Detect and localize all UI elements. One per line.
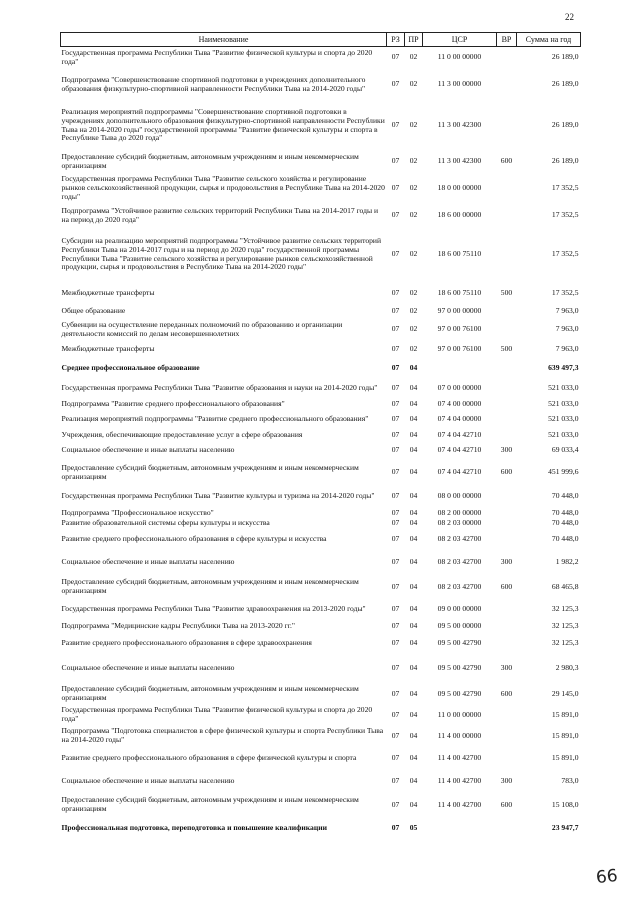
row-vr-cell [497,508,517,519]
row-sum-cell: 7 963,0 [555,306,579,316]
row-sum-cell: 15 891,0 [551,752,579,762]
row-rz-cell: 07 [391,306,400,316]
row-sum-cell: 521 033,0 [548,383,579,393]
row-sum-cell: 639 497,3 [548,363,579,373]
row-csr-cell: 97 0 00 76100 [437,324,482,334]
row-rz-cell: 07 [391,688,400,698]
row-csr-cell: 18 0 00 00000 [437,183,482,193]
row-sum-cell: 521 033,0 [548,398,579,408]
row-vr-cell [497,705,517,725]
row-rz-cell: 07 [391,507,400,517]
table-row [61,549,581,575]
row-name-cell: Предоставление субсидий бюджетным, автономным учреждениям и иным некоммерческим организациям [61,151,359,170]
row-pr-cell: 04 [409,637,418,647]
row-name-cell: Развитие среднего профессионального образования в сфере физической культуры и спорта [61,752,357,762]
row-vr-cell [497,529,517,549]
table-row [61,683,581,705]
row-rz-cell: 07 [391,344,400,354]
table-row [61,283,581,305]
row-sum-cell: 70 448,0 [551,533,579,543]
col-header-vr: ВР [497,33,517,47]
row-csr-cell: 09 5 00 00000 [437,620,482,630]
row-vr-cell: 500 [500,288,513,298]
row-name-cell: Государственная программа Республики Тыва "Развитие физической культуры и спорта до 2020 года" [61,705,373,723]
row-vr-cell [497,430,517,442]
row-sum-cell: 451 999,6 [548,467,579,477]
row-vr-cell [497,817,517,839]
row-vr-cell [497,599,517,619]
row-name-cell: Социальное обеспечение и иные выплаты населению [61,775,235,785]
row-csr-cell: 07 4 04 42710 [437,430,482,440]
row-rz-cell: 07 [391,52,400,62]
row-sum-cell: 32 125,3 [551,620,579,630]
row-rz-cell: 07 [391,210,400,220]
row-pr-cell: 04 [409,709,418,719]
row-pr-cell: 04 [409,383,418,393]
row-name-cell: Межбюджетные трансферты [61,288,155,298]
row-csr-cell: 09 5 00 42790 [437,637,482,647]
row-rz-cell: 07 [391,183,400,193]
row-vr-cell: 600 [500,799,513,809]
table-row [61,769,581,793]
row-sum-cell: 32 125,3 [551,603,579,613]
row-csr-cell: 11 3 00 42300 [437,156,482,166]
row-csr-cell [423,359,497,379]
row-name-cell: Предоставление субсидий бюджетным, автономным учреждениям и иным некоммерческим организациям [61,684,359,702]
row-sum-cell: 23 947,7 [551,822,579,832]
row-name-cell: Социальное обеспечение и иные выплаты населению [61,662,235,672]
row-rz-cell: 07 [391,156,400,166]
row-rz-cell: 07 [391,467,400,477]
row-name-cell: Учреждения, обеспечивающие предоставление услуг в сфере образования [61,430,303,440]
row-name-cell: Предоставление субсидий бюджетным, автономным учреждениям и иным некоммерческим организациям [61,577,359,595]
row-pr-cell: 04 [409,491,418,501]
row-pr-cell: 02 [409,306,418,316]
row-sum-cell: 17 352,5 [551,210,579,220]
table-row [61,47,581,69]
row-vr-cell [497,69,517,101]
row-sum-cell: 70 448,0 [551,491,579,501]
row-pr-cell: 02 [409,120,418,130]
row-csr-cell: 97 0 00 00000 [437,306,482,316]
row-pr-cell: 04 [409,688,418,698]
row-vr-cell: 600 [500,467,513,477]
row-csr-cell: 09 5 00 42790 [437,688,482,698]
row-name-cell: Развитие среднего профессионального образования в сфере здравоохранения [61,637,312,647]
row-pr-cell: 02 [409,288,418,298]
row-csr-cell: 18 6 00 75110 [437,249,482,259]
row-vr-cell: 600 [500,581,513,591]
table-row [61,793,581,817]
col-header-pr: ПР [405,33,423,47]
row-rz-cell: 07 [391,383,400,393]
row-pr-cell: 04 [409,730,418,740]
row-vr-cell: 300 [500,775,513,785]
row-sum-cell: 783,0 [561,775,579,785]
row-vr-cell: 500 [500,344,513,354]
row-sum-cell: 2 980,3 [555,662,579,672]
table-row [61,410,581,430]
row-pr-cell: 04 [409,603,418,613]
row-pr-cell: 02 [409,344,418,354]
table-row [61,817,581,839]
row-vr-cell [497,359,517,379]
row-pr-cell: 02 [409,249,418,259]
table-row [61,399,581,410]
row-csr-cell [423,817,497,839]
row-rz-cell: 07 [391,556,400,566]
handwritten-page-number: 66 [595,865,619,889]
table-row [61,518,581,529]
row-pr-cell: 04 [409,799,418,809]
table-row [61,205,581,227]
table-row [61,69,581,101]
row-rz-cell: 07 [391,533,400,543]
row-name-cell: Подпрограмма "Подготовка специалистов в сфере физической культуры и спорта Республики Тыва на 2014-2020 годы" [61,726,384,744]
row-vr-cell [497,633,517,653]
row-sum-cell: 26 189,0 [551,120,579,130]
row-pr-cell: 04 [409,775,418,785]
table-row [61,619,581,633]
row-csr-cell: 07 4 04 42710 [437,445,482,455]
table-row [61,305,581,319]
table-row [61,725,581,747]
row-csr-cell: 11 3 00 42300 [437,120,482,130]
row-vr-cell [497,305,517,319]
row-sum-cell: 70 448,0 [551,507,579,517]
row-rz-cell: 07 [391,730,400,740]
row-name-cell: Предоставление субсидий бюджетным, автономным учреждениям и иным некоммерческим организациям [61,795,359,813]
row-sum-cell: 17 352,5 [551,249,579,259]
row-sum-cell: 15 891,0 [551,709,579,719]
row-rz-cell: 07 [391,581,400,591]
row-rz-cell: 07 [391,120,400,130]
row-sum-cell: 70 448,0 [551,518,579,528]
row-vr-cell: 300 [500,445,513,455]
row-name-cell: Реализация мероприятий подпрограммы "Развитие среднего профессионального образования" [61,414,369,424]
row-name-cell: Среднее профессиональное образование [61,363,200,373]
row-csr-cell: 07 4 04 42710 [437,467,482,477]
row-pr-cell: 04 [409,507,418,517]
row-sum-cell: 26 189,0 [551,156,579,166]
row-name-cell: Государственная программа Республики Тыва "Развитие образования и науки на 2014-2020 годы" [61,383,378,393]
table-row [61,173,581,205]
row-csr-cell: 11 4 00 42700 [437,799,482,809]
row-name-cell: Общее образование [61,306,126,316]
row-sum-cell: 7 963,0 [555,344,579,354]
row-name-cell: Подпрограмма "Совершенствование спортивной подготовки в учреждениях дополнительного образования физкультурно-спортивной направленности Республики Тыва на 2014-2020 годы" [61,74,366,93]
row-vr-cell [497,725,517,747]
row-vr-cell [497,619,517,633]
row-csr-cell: 11 4 00 42700 [437,775,482,785]
table-row [61,460,581,486]
row-vr-cell: 300 [500,556,513,566]
col-header-csr: ЦСР [423,33,497,47]
row-name-cell: Подпрограмма "Профессиональное искусство" [61,507,214,517]
row-pr-cell: 05 [409,822,418,832]
row-sum-cell: 521 033,0 [548,430,579,440]
table-row [61,705,581,725]
row-pr-cell: 04 [409,430,418,440]
row-name-cell: Подпрограмма "Развитие среднего профессионального образования" [61,398,285,408]
row-name-cell: Профессиональная подготовка, переподготовка и повышение квалификации [61,822,327,832]
row-rz-cell: 07 [391,445,400,455]
row-name-cell: Предоставление субсидий бюджетным, автономным учреждениям и иным некоммерческим организациям [61,462,359,481]
row-rz-cell: 07 [391,775,400,785]
row-rz-cell: 07 [391,249,400,259]
table-row [61,486,581,508]
row-vr-cell [497,205,517,227]
col-header-sum: Сумма на год [517,33,581,47]
row-vr-cell: 600 [500,688,513,698]
table-row [61,151,581,173]
row-rz-cell: 07 [391,603,400,613]
row-csr-cell: 08 2 03 42700 [437,581,482,591]
table-row [61,599,581,619]
row-pr-cell: 04 [409,398,418,408]
row-sum-cell: 1 982,2 [555,556,579,566]
row-name-cell: Развитие образовательной системы сферы культуры и искусства [61,518,270,528]
row-csr-cell: 11 0 00 00000 [437,709,482,719]
table-row [61,227,581,283]
row-csr-cell: 08 2 03 42700 [437,556,482,566]
row-sum-cell: 17 352,5 [551,183,579,193]
row-rz-cell: 07 [391,518,400,528]
row-rz-cell: 07 [391,79,400,89]
row-sum-cell: 26 189,0 [551,52,579,62]
budget-table [60,32,581,839]
row-sum-cell: 26 189,0 [551,79,579,89]
row-sum-cell: 7 963,0 [555,324,579,334]
table-row [61,508,581,519]
row-vr-cell [497,227,517,283]
row-vr-cell: 300 [500,662,513,672]
row-name-cell: Государственная программа Республики Тыва "Развитие сельского хозяйства и регулирование рынков сельскохозяйственной продукции, сырья и продовольствия в Республике Тыва на 2014-2020 годы" [61,174,385,201]
row-pr-cell: 04 [409,467,418,477]
row-csr-cell: 07 0 00 00000 [437,383,482,393]
row-vr-cell [497,319,517,341]
row-sum-cell: 15 891,0 [551,730,579,740]
row-vr-cell [497,486,517,508]
row-sum-cell: 17 352,5 [551,288,579,298]
row-sum-cell: 68 465,8 [551,581,579,591]
table-row [61,319,581,341]
table-row [61,653,581,683]
table-row [61,379,581,399]
row-csr-cell: 18 6 00 75110 [437,288,482,298]
row-name-cell: Субсидии на реализацию мероприятий подпрограммы "Устойчивое развитие сельских территорий Республики Тыва на 2014-2017 годы и на период до 2020 года" государственной программы Республики Тыва "Развитие сельского хозяйства и регулирование рынков сельскохозяйственной продукции, сырья и продовольствия в Республике Тыва на 2014-2020 годы" [61,236,382,272]
row-rz-cell: 07 [391,363,400,373]
row-vr-cell [497,379,517,399]
row-rz-cell: 07 [391,822,400,832]
row-csr-cell: 11 3 00 00000 [437,79,482,89]
row-vr-cell: 600 [500,156,513,166]
row-csr-cell: 08 2 00 00000 [437,507,482,517]
row-name-cell: Государственная программа Республики Тыва "Развитие здравоохранения на 2013-2020 годы" [61,603,366,613]
row-rz-cell: 07 [391,324,400,334]
row-rz-cell: 07 [391,799,400,809]
row-pr-cell: 02 [409,183,418,193]
row-name-cell: Подпрограмма "Устойчивое развитие сельских территорий Республики Тыва на 2014-2017 годы и на период до 2020 года" [61,205,379,224]
row-name-cell: Межбюджетные трансферты [61,344,155,354]
row-csr-cell: 11 4 00 42700 [437,752,482,762]
row-csr-cell: 08 2 03 42700 [437,533,482,543]
row-sum-cell: 29 145,0 [551,688,579,698]
table-row [61,101,581,151]
row-pr-cell: 04 [409,620,418,630]
row-name-cell: Развитие среднего профессионального образования в сфере культуры и искусства [61,533,327,543]
row-sum-cell: 521 033,0 [548,414,579,424]
row-vr-cell [497,747,517,769]
row-pr-cell: 02 [409,79,418,89]
row-csr-cell: 11 4 00 00000 [437,730,482,740]
row-pr-cell: 02 [409,210,418,220]
table-row [61,575,581,599]
row-pr-cell: 04 [409,581,418,591]
row-rz-cell: 07 [391,414,400,424]
row-pr-cell: 02 [409,52,418,62]
row-name-cell: Субвенции на осуществление переданных полномочий по образованию и организации деятельности комиссий по делам несовершеннолетних [61,319,343,338]
row-name-cell: Подпрограмма "Медицинские кадры Республики Тыва на 2013-2020 гг." [61,620,295,630]
row-rz-cell: 07 [391,430,400,440]
row-pr-cell: 04 [409,662,418,672]
row-csr-cell: 07 4 04 00000 [437,414,482,424]
table-row [61,430,581,442]
row-vr-cell [497,399,517,410]
row-rz-cell: 07 [391,491,400,501]
row-vr-cell [497,47,517,69]
row-csr-cell: 97 0 00 76100 [437,344,482,354]
row-rz-cell: 07 [391,662,400,672]
row-vr-cell [497,173,517,205]
row-sum-cell: 69 033,4 [551,445,579,455]
row-pr-cell: 04 [409,363,418,373]
table-body [61,47,581,839]
page-number: 22 [565,12,574,22]
row-pr-cell: 04 [409,414,418,424]
row-rz-cell: 07 [391,709,400,719]
row-name-cell: Социальное обеспечение и иные выплаты населению [61,445,235,455]
row-csr-cell: 08 2 03 00000 [437,518,482,528]
row-name-cell: Государственная программа Республики Тыва "Развитие культуры и туризма на 2014-2020 годы" [61,491,375,501]
table-row [61,529,581,549]
table-row [61,747,581,769]
table-row [61,442,581,460]
row-pr-cell: 04 [409,752,418,762]
table-row [61,359,581,379]
row-pr-cell: 04 [409,533,418,543]
row-csr-cell: 09 0 00 00000 [437,603,482,613]
row-rz-cell: 07 [391,620,400,630]
row-rz-cell: 07 [391,398,400,408]
row-pr-cell: 04 [409,445,418,455]
row-vr-cell [497,101,517,151]
table-header-row [61,33,581,47]
row-rz-cell: 07 [391,637,400,647]
table-row [61,633,581,653]
row-name-cell: Реализация мероприятий подпрограммы "Совершенствование спортивной подготовки в учреждениях дополнительного образования физкультурно-спортивной направленности Республики Тыва на 2014-2020 годы" государственной программы "Развитие физической культуры и спорта в Республике Тыва до 2020 года" [61,107,385,143]
row-sum-cell: 15 108,0 [551,799,579,809]
row-name-cell: Государственная программа Республики Тыва "Развитие физической культуры и спорта до 2020 года" [61,48,373,66]
col-header-name: Наименование [61,33,387,47]
row-csr-cell: 07 4 00 00000 [437,398,482,408]
row-csr-cell: 11 0 00 00000 [437,52,482,62]
row-vr-cell [497,410,517,430]
row-pr-cell: 04 [409,556,418,566]
row-name-cell: Социальное обеспечение и иные выплаты населению [61,556,235,566]
col-header-rz: РЗ [387,33,405,47]
row-csr-cell: 18 6 00 00000 [437,210,482,220]
row-rz-cell: 07 [391,752,400,762]
row-vr-cell [497,518,517,529]
row-pr-cell: 04 [409,518,418,528]
row-pr-cell: 02 [409,324,418,334]
row-csr-cell: 08 0 00 00000 [437,491,482,501]
table-row [61,341,581,359]
row-rz-cell: 07 [391,288,400,298]
row-csr-cell: 09 5 00 42790 [437,662,482,672]
row-sum-cell: 32 125,3 [551,637,579,647]
row-pr-cell: 02 [409,156,418,166]
